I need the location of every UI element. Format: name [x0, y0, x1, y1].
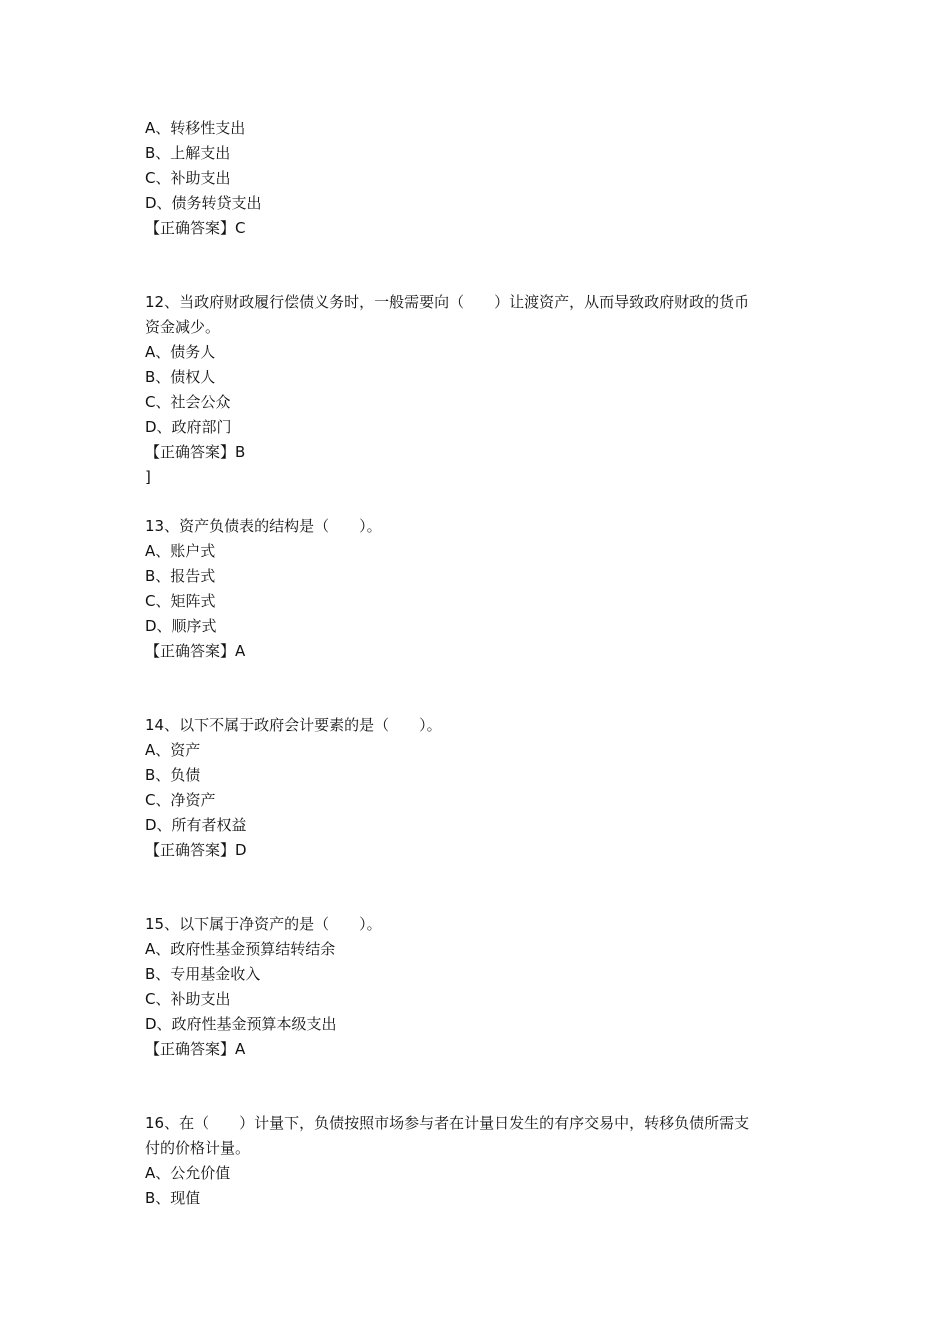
option-a: A、政府性基金预算结转结余 — [145, 940, 336, 958]
option-c: C、补助支出 — [145, 990, 231, 1008]
option-c: C、社会公众 — [145, 393, 231, 411]
question-stem: 16、在（ ）计量下，负债按照市场参与者在计量日发生的有序交易中，转移负债所需支 — [145, 1114, 750, 1132]
question-stem-continued: 付的价格计量。 — [145, 1139, 251, 1157]
option-b: B、现值 — [145, 1189, 201, 1207]
stray-bracket: ] — [145, 468, 151, 486]
option-b: B、上解支出 — [145, 144, 231, 162]
question-stem-continued: 资金减少。 — [145, 318, 221, 336]
question-stem: 15、以下属于净资产的是（ ）。 — [145, 915, 382, 933]
correct-answer: 【正确答案】B — [145, 443, 246, 461]
option-b: B、债权人 — [145, 368, 216, 386]
option-a: A、债务人 — [145, 343, 216, 361]
question-stem: 14、以下不属于政府会计要素的是（ ）。 — [145, 716, 442, 734]
correct-answer: 【正确答案】A — [145, 1040, 246, 1058]
option-c: C、净资产 — [145, 791, 216, 809]
option-a: A、资产 — [145, 741, 201, 759]
option-c: C、补助支出 — [145, 169, 231, 187]
option-d: D、政府部门 — [145, 418, 232, 436]
option-b: B、负债 — [145, 766, 201, 784]
option-d: D、政府性基金预算本级支出 — [145, 1015, 337, 1033]
question-stem: 12、当政府财政履行偿债义务时，一般需要向（ ）让渡资产，从而导致政府财政的货币 — [145, 293, 750, 311]
correct-answer: 【正确答案】D — [145, 841, 247, 859]
correct-answer: 【正确答案】C — [145, 219, 246, 237]
option-a: A、公允价值 — [145, 1164, 231, 1182]
option-d: D、债务转贷支出 — [145, 194, 262, 212]
option-c: C、矩阵式 — [145, 592, 216, 610]
option-a: A、转移性支出 — [145, 119, 246, 137]
option-d: D、所有者权益 — [145, 816, 247, 834]
question-stem: 13、资产负债表的结构是（ ）。 — [145, 517, 382, 535]
correct-answer: 【正确答案】A — [145, 642, 246, 660]
option-a: A、账户式 — [145, 542, 216, 560]
option-d: D、顺序式 — [145, 617, 217, 635]
option-b: B、报告式 — [145, 567, 216, 585]
option-b: B、专用基金收入 — [145, 965, 261, 983]
